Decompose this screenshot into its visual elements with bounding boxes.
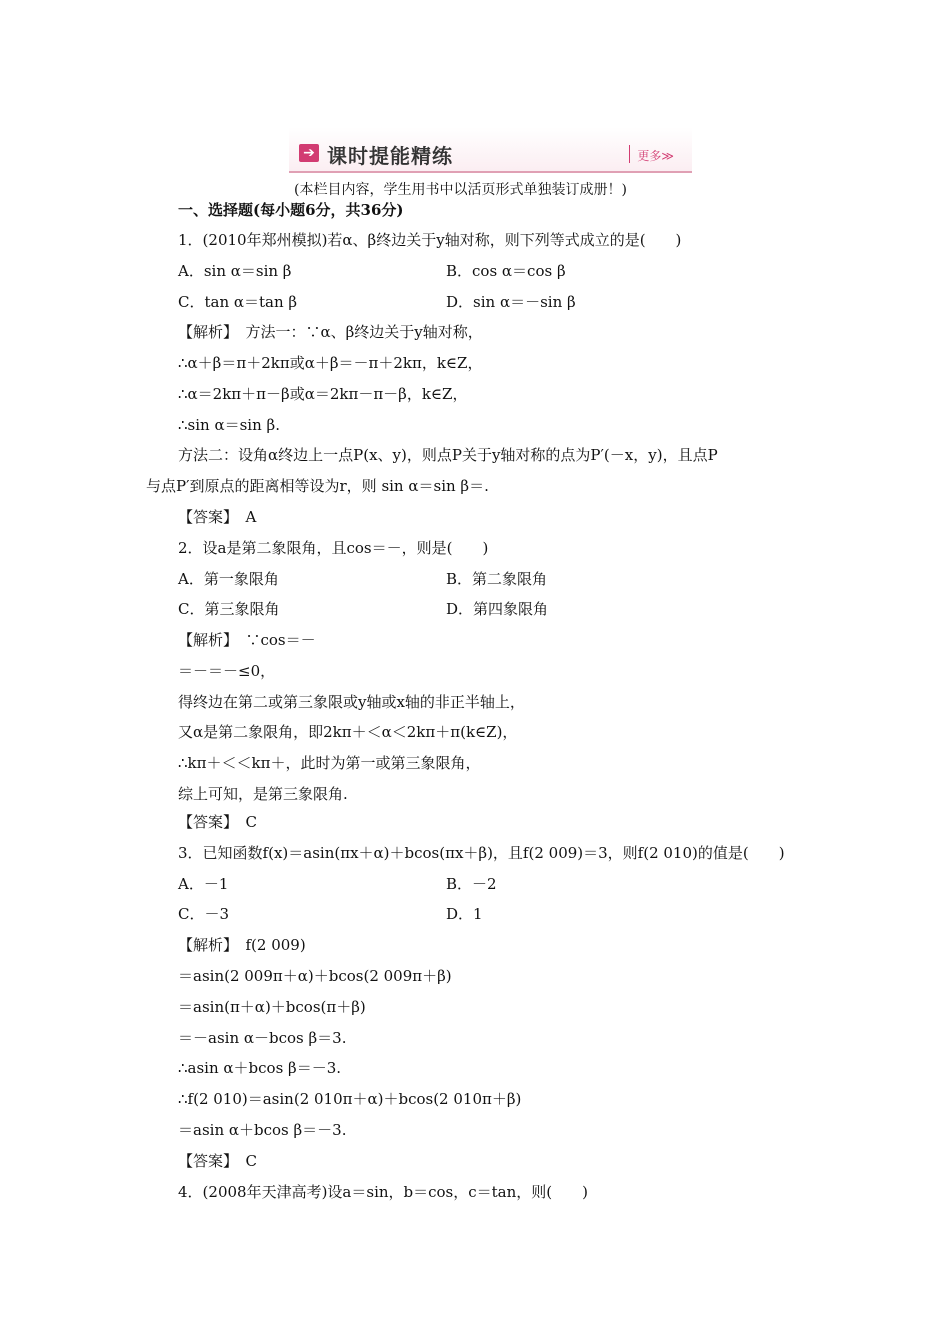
text-line-q3s1: 【解析】 f(2 009) — [178, 936, 306, 954]
text-line-q2b: B．第二象限角 — [446, 570, 548, 588]
arrow-right-icon: ➔ — [299, 144, 319, 162]
text-line-q3b: B．－2 — [446, 875, 497, 893]
banner-divider — [629, 145, 630, 163]
text-line-q1b: B．cos α＝cos β — [446, 262, 566, 280]
text-line-q3s3: ＝asin(π＋α)＋bcos(π＋β) — [178, 998, 366, 1016]
text-line-q1s5: 方法二：设角α终边上一点P(x、y)，则点P关于y轴对称的点为P′(－x，y)，且点P — [178, 446, 718, 464]
text-line-q2c: C．第三象限角 — [178, 600, 280, 618]
text-line-q3d: D．1 — [446, 905, 483, 923]
text-line-q1: 1．(2010年郑州模拟)若α、β终边关于y轴对称，则下列等式成立的是( ) — [178, 231, 682, 249]
text-line-q3s6: ∴f(2 010)＝asin(2 010π＋α)＋bcos(2 010π＋β) — [178, 1090, 522, 1108]
text-line-section: 一、选择题(每小题6分，共36分) — [178, 201, 404, 219]
text-line-q1c: C．tan α＝tan β — [178, 293, 298, 311]
text-line-q1d: D．sin α＝－sin β — [446, 293, 576, 311]
more-link[interactable]: 更多≫ — [637, 149, 674, 163]
text-line-q2s1: 【解析】 ∵cos＝－ — [178, 631, 316, 649]
text-line-q2s2: ＝－＝－≤0， — [178, 662, 276, 680]
text-line-q3s5: ∴asin α＋bcos β＝－3. — [178, 1059, 342, 1077]
text-line-q2ans: 【答案】 C — [178, 813, 257, 831]
text-line-q1s1: 【解析】 方法一：∵α、β终边关于y轴对称， — [178, 323, 483, 341]
text-line-q1s2: ∴α＋β＝π＋2kπ或α＋β＝－π＋2kπ，k∈Z， — [178, 354, 483, 372]
text-line-q2: 2．设a是第二象限角，且cos＝－，则是( ) — [178, 539, 489, 557]
text-line-q2s3: 得终边在第二或第三象限或y轴或x轴的非正半轴上， — [178, 693, 525, 711]
text-line-note: (本栏目内容，学生用书中以活页形式单独装订成册！) — [294, 182, 627, 198]
text-line-q1s6: 与点P′到原点的距离相等设为r，则 sin α＝sin β＝. — [146, 477, 489, 495]
text-line-q2s6: 综上可知，是第三象限角. — [178, 785, 348, 803]
text-line-q2s4: 又α是第二象限角，即2kπ＋＜α＜2kπ＋π(k∈Z)， — [178, 723, 518, 741]
text-line-q3a: A．－1 — [178, 875, 229, 893]
text-line-q2d: D．第四象限角 — [446, 600, 549, 618]
text-line-q3ans: 【答案】 C — [178, 1152, 257, 1170]
text-line-q3s7: ＝asin α＋bcos β＝－3. — [178, 1121, 347, 1139]
text-line-q1ans: 【答案】 A — [178, 508, 257, 526]
text-line-q4: 4．(2008年天津高考)设a＝sin，b＝cos，c＝tan，则( ) — [178, 1183, 588, 1201]
text-line-q2a: A．第一象限角 — [178, 570, 279, 588]
banner-title: 课时提能精练 — [327, 144, 453, 168]
section-banner — [289, 127, 692, 173]
text-line-q1s4: ∴sin α＝sin β. — [178, 416, 280, 434]
text-line-q3c: C．－3 — [178, 905, 230, 923]
text-line-q3s4: ＝－asin α－bcos β＝3. — [178, 1029, 347, 1047]
text-line-q1a: A．sin α＝sin β — [178, 262, 292, 280]
text-line-q3s2: ＝asin(2 009π＋α)＋bcos(2 009π＋β) — [178, 967, 452, 985]
text-line-q2s5: ∴kπ＋＜＜kπ＋，此时为第一或第三象限角， — [178, 754, 481, 772]
text-line-q1s3: ∴α＝2kπ＋π－β或α＝2kπ－π－β，k∈Z， — [178, 385, 468, 403]
text-line-q3: 3．已知函数f(x)＝asin(πx＋α)＋bcos(πx＋β)，且f(2 009)＝3，则f(2 010)的值是( ) — [178, 844, 785, 862]
